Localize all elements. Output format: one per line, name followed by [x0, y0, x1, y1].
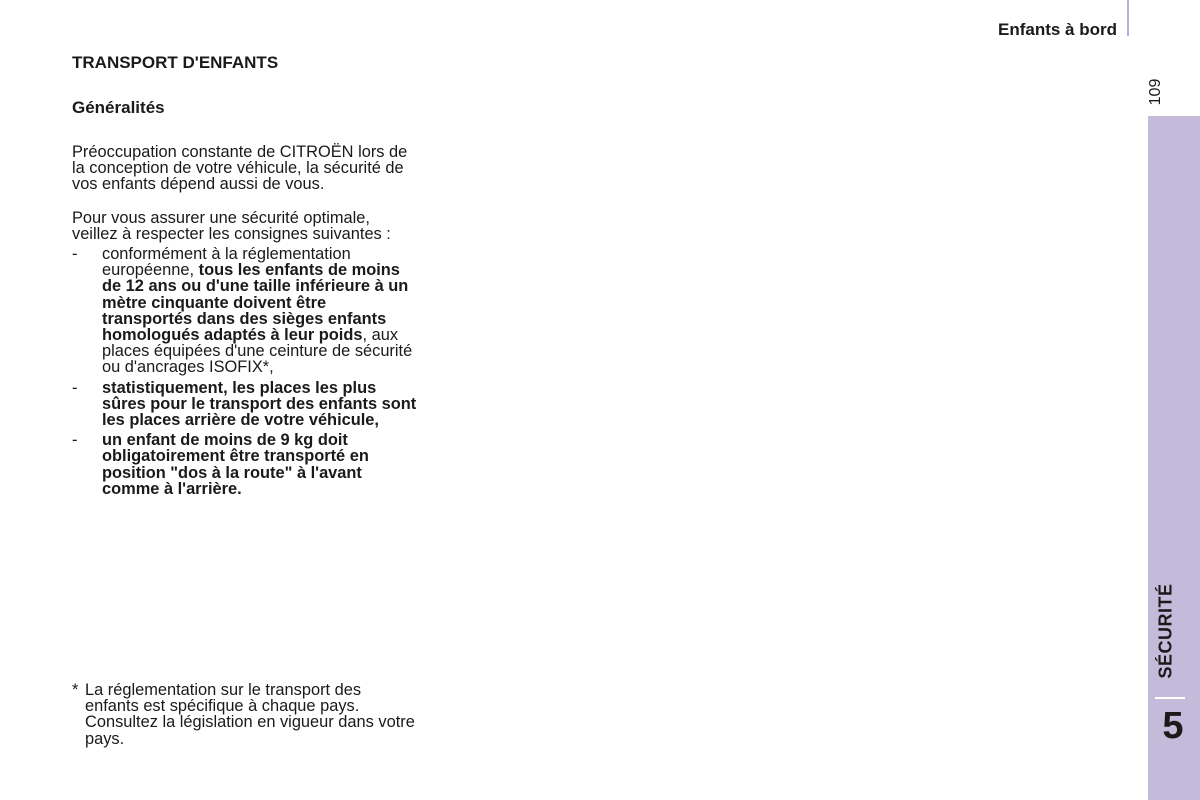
list-item [72, 432, 417, 497]
main-text-column [72, 52, 417, 497]
list-item-emphasis: un enfant de moins de 9 kg doit obligatoirement être transporté en position "dos à la route" à l'avant comme à l'arrière. [102, 431, 369, 498]
list-item-text: , aux places équipées d'une ceinture de sécurité ou d'ancrages ISOFIX*, [102, 326, 413, 377]
list-item-text: conformément à la réglementation européenne, [102, 245, 351, 280]
running-header-title: Enfants à bord [997, 20, 1117, 39]
footnote-marker: * [72, 681, 79, 699]
page-number: 109 [1147, 78, 1164, 106]
intro-paragraph: Préoccupation constante de CITROËN lors de la conception de votre véhicule, la sécurité de vos enfants dépend aussi de vous. [72, 143, 408, 194]
list-item [72, 380, 417, 429]
section-title: TRANSPORT D'ENFANTS [72, 53, 279, 72]
chapter-number: 5 [1162, 705, 1184, 747]
header-divider [1127, 0, 1129, 36]
list-item-emphasis: statistiquement, les places les plus sûres pour le transport des enfants sont les places arrière de votre véhicule, [102, 378, 417, 430]
chapter-divider [1155, 697, 1185, 699]
footnote [72, 682, 417, 747]
safety-rules-list [72, 246, 417, 497]
bullet-dash: - [72, 431, 78, 450]
list-item [72, 246, 417, 376]
list-item-emphasis: tous les enfants de moins de 12 ans ou d'une taille inférieure à un mètre cinquante doivent être transportés dans des sièges enfants homologués adaptés à leur poids [102, 261, 409, 345]
footnote-text: La réglementation sur le transport des enfants est spécifique à chaque pays. Consultez la législation en vigueur dans votre pays. [85, 681, 415, 748]
bullet-dash: - [72, 245, 78, 264]
instructions-paragraph: Pour vous assurer une sécurité optimale, veillez à respecter les consignes suivantes : [72, 208, 391, 243]
bullet-dash: - [72, 378, 78, 397]
chapter-label: SÉCURITÉ [1155, 583, 1176, 679]
subsection-title: Généralités [72, 98, 165, 117]
